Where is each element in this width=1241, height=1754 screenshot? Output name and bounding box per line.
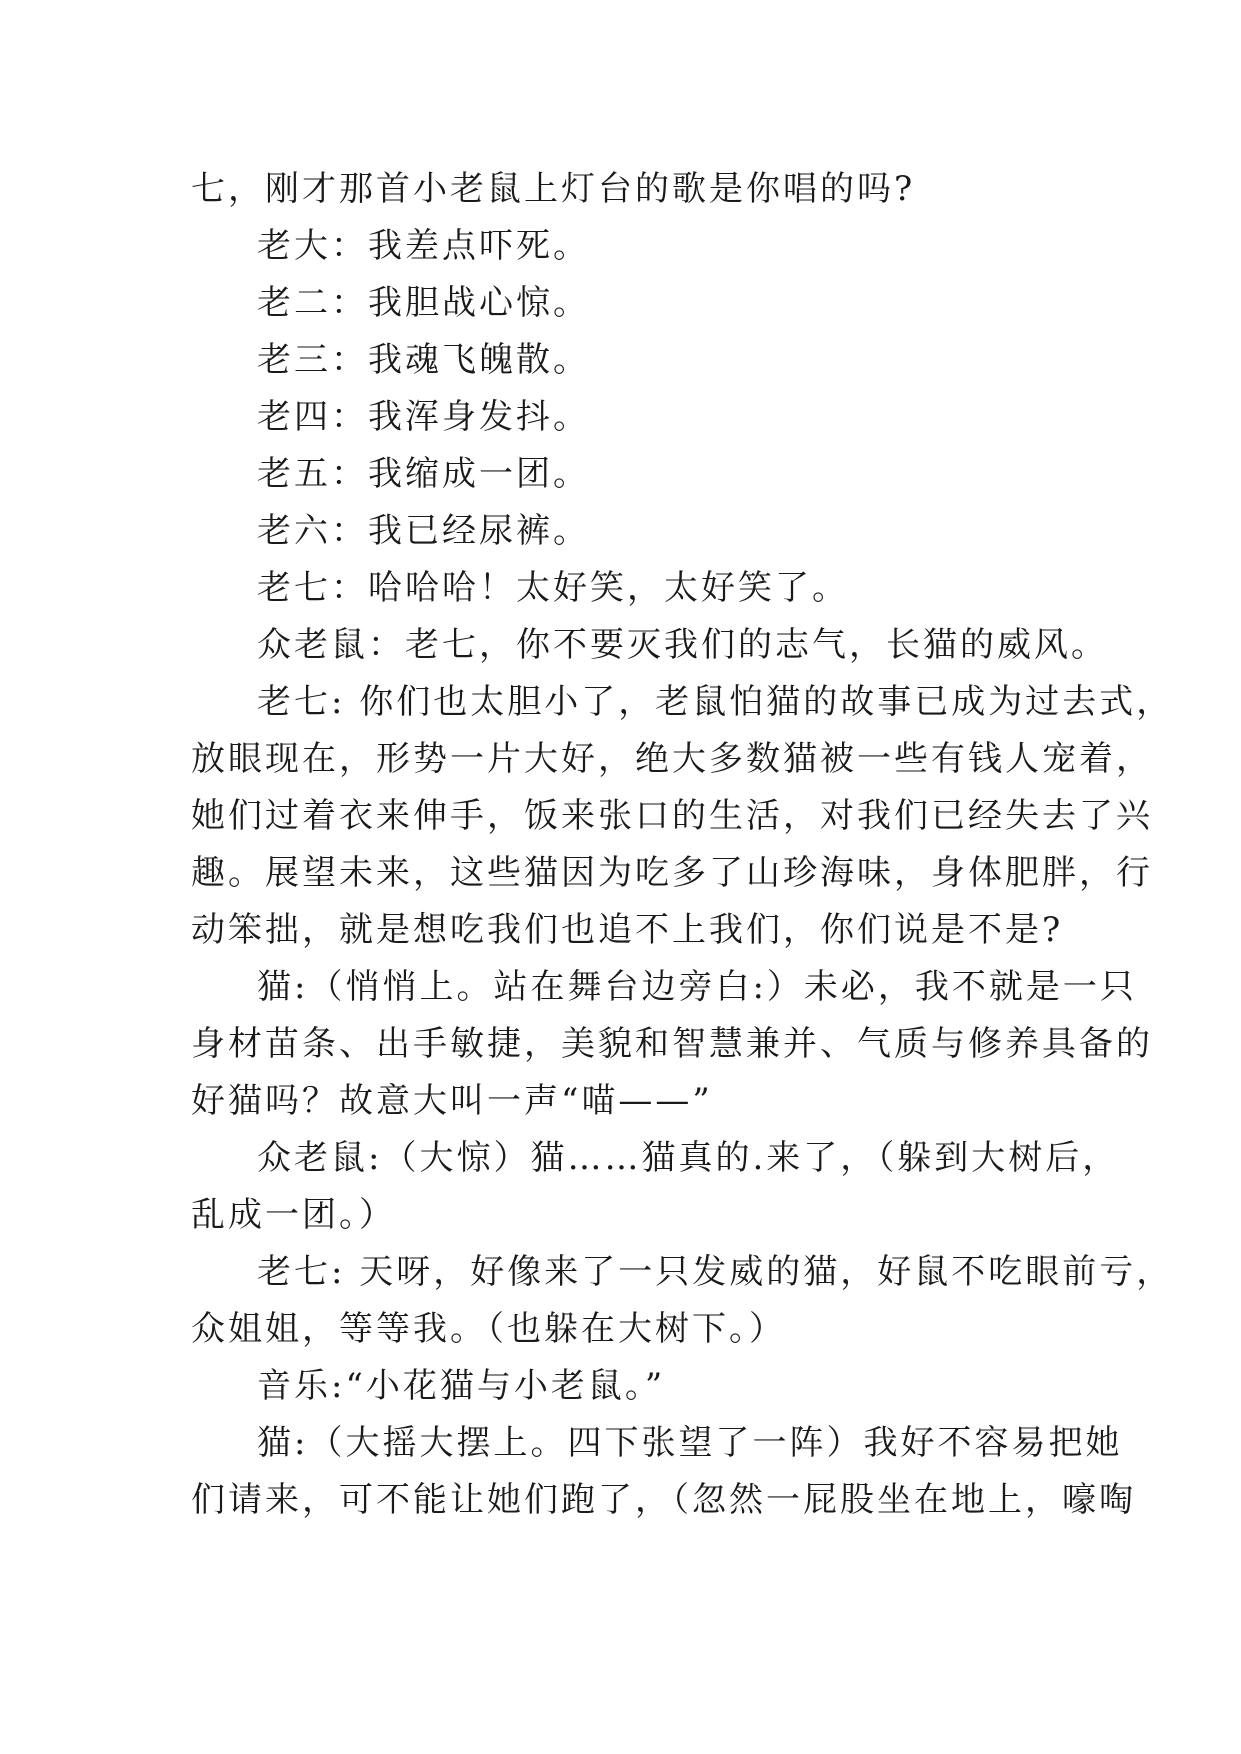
text-line: 乱成一团。） xyxy=(191,1195,396,1235)
text-line: 七，刚才那首小老鼠上灯台的歌是你唱的吗? xyxy=(191,169,916,209)
text-line: 老七: 天呀，好像来了一只发威的猫，好鼠不吃眼前亏， xyxy=(257,1252,1174,1292)
text-line: 众老鼠:（大惊）猫……猫真的.来了，（躲到大树后， xyxy=(257,1138,1120,1178)
text-line: 老三：我魂飞魄散。 xyxy=(257,340,590,380)
text-line: 猫:（悄悄上。站在舞台边旁白:）未必，我不就是一只 xyxy=(257,967,1137,1007)
text-line: 好猫吗？故意大叫一声“喵——” xyxy=(191,1081,713,1121)
text-line: 们请来，可不能让她们跑了，（忽然一屁股坐在地上，嚎啕 xyxy=(191,1480,1136,1520)
text-line: 猫:（大摇大摆上。四下张望了一阵）我好不容易把她 xyxy=(257,1423,1123,1463)
text-line: 众姐姐，等等我。（也躲在大树下。） xyxy=(191,1309,786,1349)
text-line: 身材苗条、出手敏捷，美貌和智慧兼并、气质与修养具备的 xyxy=(191,1024,1153,1064)
text-line: 老五：我缩成一团。 xyxy=(257,454,590,494)
text-line: 老七: 你们也太胆小了，老鼠怕猫的故事已成为过去式， xyxy=(257,682,1174,722)
text-line: 老六：我已经尿裤。 xyxy=(257,511,590,551)
document-body xyxy=(191,161,1174,1529)
text-line: 老七：哈哈哈！太好笑，太好笑了。 xyxy=(257,568,849,608)
text-line: 动笨拙，就是想吃我们也追不上我们，你们说是不是? xyxy=(191,910,1064,950)
text-line: 众老鼠：老七，你不要灭我们的志气，长猫的威风。 xyxy=(257,625,1108,665)
text-line: 音乐:“小花猫与小老鼠。” xyxy=(257,1366,666,1406)
text-line: 趣。展望未来，这些猫因为吃多了山珍海味，身体肥胖，行 xyxy=(191,853,1153,893)
text-line: 她们过着衣来伸手，饭来张口的生活，对我们已经失去了兴 xyxy=(191,796,1153,836)
text-line: 老大：我差点吓死。 xyxy=(257,226,590,266)
text-line: 老二：我胆战心惊。 xyxy=(257,283,590,323)
text-line: 老四：我浑身发抖。 xyxy=(257,397,590,437)
text-line: 放眼现在，形势一片大好，绝大多数猫被一些有钱人宠着， xyxy=(191,739,1153,779)
